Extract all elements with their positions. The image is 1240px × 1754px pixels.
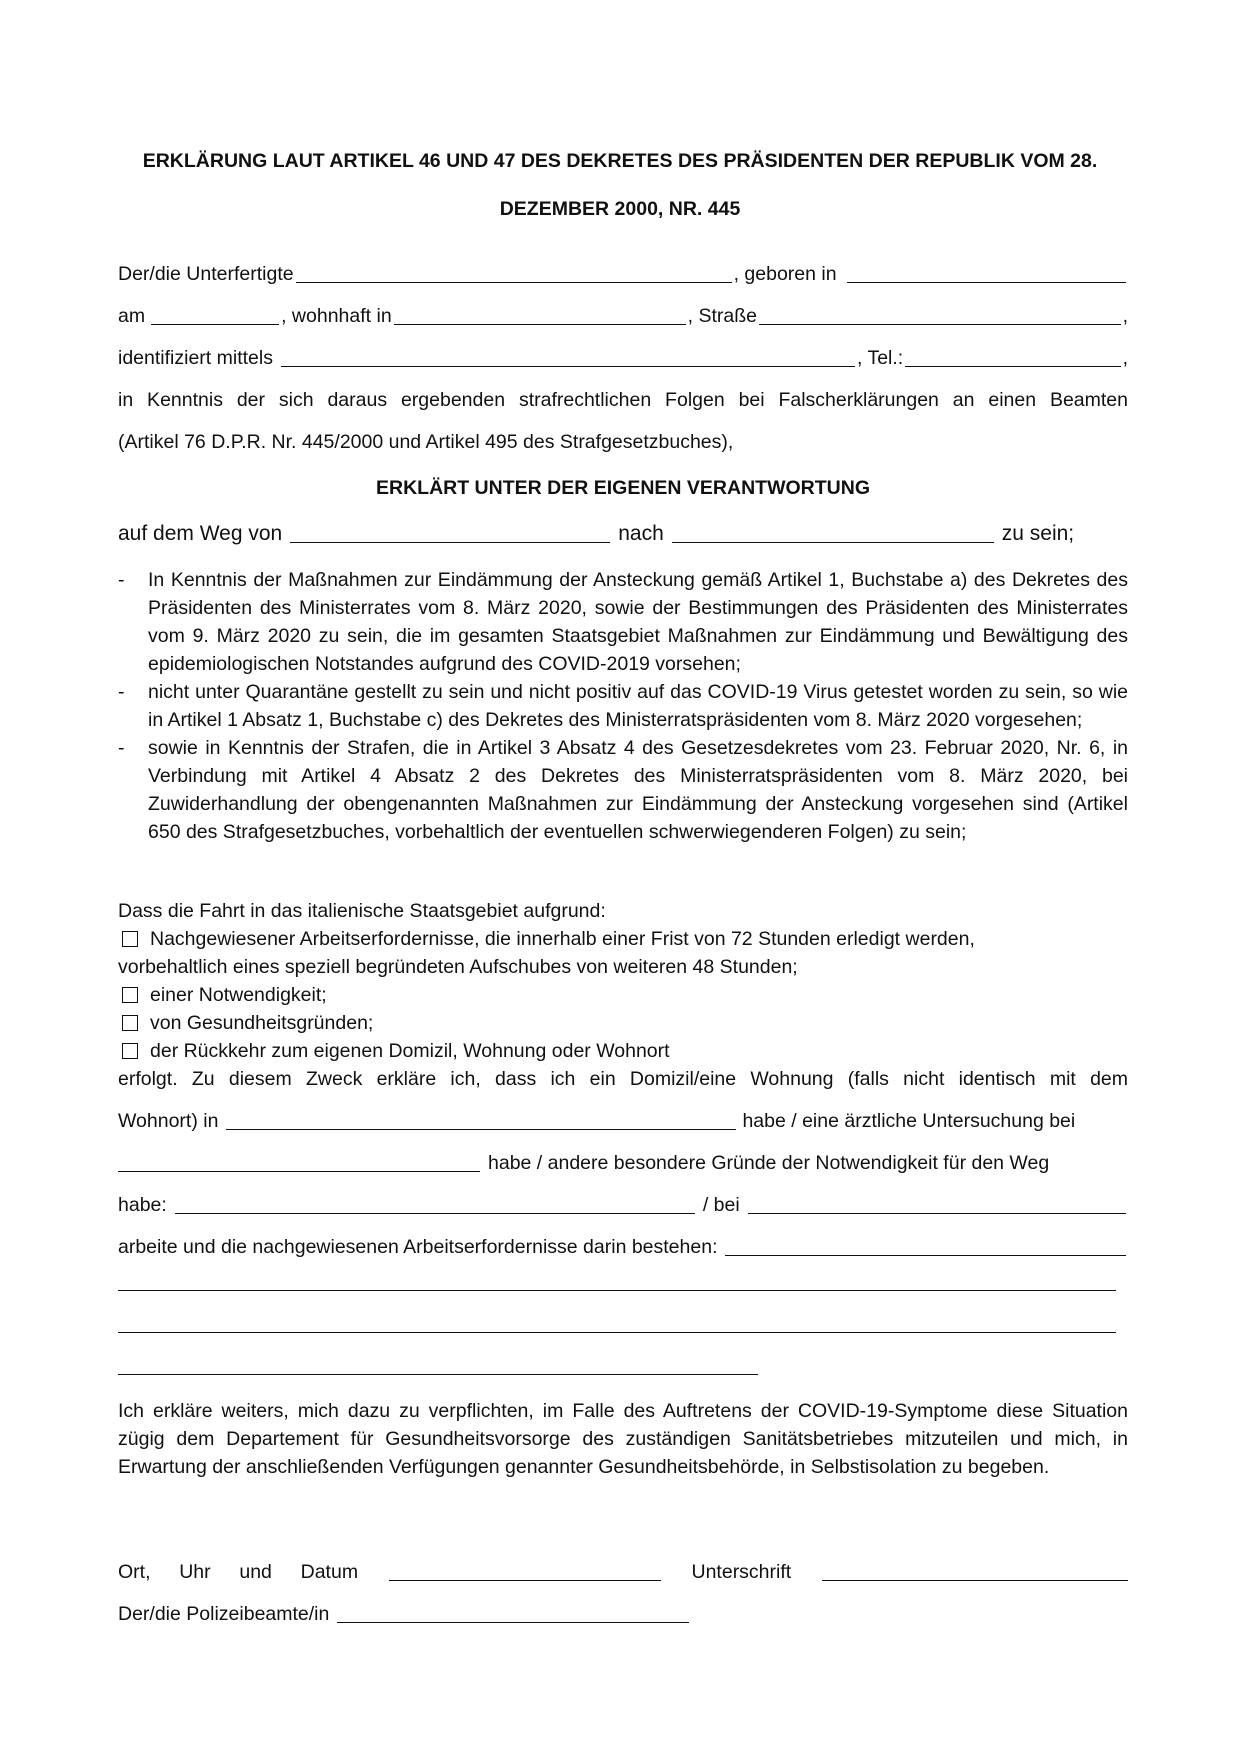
label-route-from: auf dem Weg von <box>118 522 283 545</box>
label-arbeite: arbeite und die nachgewiesenen Arbeitserfordernisse darin bestehen: <box>118 1236 718 1258</box>
option-health <box>118 1009 1128 1037</box>
label-am: am <box>118 305 146 327</box>
field-extra-line-3[interactable] <box>118 1374 758 1375</box>
label-route-suffix: zu sein; <box>1001 522 1075 545</box>
label-und: und <box>239 1561 272 1583</box>
row-wohnort <box>118 1103 1128 1133</box>
checkbox-health[interactable] <box>122 1015 138 1031</box>
field-name[interactable] <box>296 262 732 283</box>
field-extra-line-1[interactable] <box>118 1290 1116 1291</box>
option-health-label: von Gesundheitsgründen; <box>150 1012 374 1034</box>
checkbox-work[interactable] <box>122 931 138 947</box>
field-other-reasons[interactable] <box>175 1193 695 1214</box>
label-bei: / bei <box>702 1194 740 1216</box>
row-police-officer <box>118 1596 1128 1626</box>
reason-intro: Dass die Fahrt in das italienische Staatsgebiet aufgrund: <box>118 900 606 922</box>
row-erfolgt <box>118 1061 1128 1091</box>
label-tel: , Tel.: <box>856 347 904 369</box>
row-habe-bei <box>118 1187 1128 1217</box>
field-street[interactable] <box>759 304 1121 325</box>
checkbox-return[interactable] <box>122 1043 138 1059</box>
label-habe-gruende: habe / andere besondere Gründe der Notwendigkeit für den Weg <box>488 1152 1050 1174</box>
reason-section <box>118 897 1128 1065</box>
option-necessity-label: einer Notwendigkeit; <box>150 984 327 1006</box>
field-place-time-date[interactable] <box>389 1560 661 1581</box>
label-polizeibeamte: Der/die Polizeibeamte/in <box>118 1603 330 1625</box>
intro-line-1 <box>118 382 1128 412</box>
label-identifiziert: identifiziert mittels <box>118 347 273 369</box>
field-route-to[interactable] <box>672 522 994 543</box>
field-doctor[interactable] <box>118 1151 480 1172</box>
field-route-from[interactable] <box>290 522 610 543</box>
list-item: - nicht unter Quarantäne gestellt zu sein und nicht positiv auf das COVID-19 Virus getestet worden zu sein, so wie in Artikel 1 Absatz 1, Buchstabe c) des Dekretes des Ministerratspräsidenten vom 8. März 2020 vorgesehen; <box>118 678 1128 734</box>
row-route <box>118 516 1128 546</box>
field-birthplace[interactable] <box>847 262 1126 283</box>
field-police-officer[interactable] <box>337 1602 689 1623</box>
label-uhr: Uhr <box>179 1561 211 1583</box>
list-item: - sowie in Kenntnis der Strafen, die in Artikel 3 Absatz 4 des Gesetzesdekretes vom 23. Februar 2020, Nr. 6, in Verbindung mit Artikel 4 Absatz 2 des Dekretes des Ministerratspräsidenten vom 8. März 2020, bei Zuwiderhandlung der obengenannten Maßnahmen zur Eindämmung der Ansteckung vorgesehen sind (Artikel 650 des Strafgesetzbuches, vorbehaltlich der eventuellen schwerwiegenderen Folgen) zu sein; <box>118 734 1128 846</box>
option-work-label: Nachgewiesener Arbeitserfordernisse, die innerhalb einer Frist von 72 Stunden erledigt werden, <box>150 928 975 950</box>
document-title-line-1: ERKLÄRUNG LAUT ARTIKEL 46 UND 47 DES DEKRETES DES PRÄSIDENTEN DER REPUBLIK VOM 28. <box>142 150 1098 172</box>
list-item: - In Kenntnis der Maßnahmen zur Eindämmung der Ansteckung gemäß Artikel 1, Buchstabe a) des Dekretes des Präsidenten des Ministerrates vom 8. März 2020, sowie der Bestimmungen des Präsidenten des Ministerrates vom 9. März 2020 zu sein, die im gesamten Staatsgebiet Maßnahmen zur Eindämmung und Bewältigung des epidemiologischen Notstandes aufgrund des COVID-2019 vorsehen; <box>118 566 1128 678</box>
checkbox-necessity[interactable] <box>122 987 138 1003</box>
label-geboren: , geboren in <box>733 263 837 285</box>
field-birthdate[interactable] <box>151 304 279 325</box>
label-unterfertigte: Der/die Unterfertigte <box>118 263 294 285</box>
field-extra-line-2[interactable] <box>118 1332 1116 1333</box>
bullet-list <box>118 566 1128 846</box>
comma: , <box>1122 305 1128 327</box>
label-strasse: , Straße <box>687 305 758 327</box>
field-domicile[interactable] <box>226 1109 736 1130</box>
declares-heading: ERKLÄRT UNTER DER EIGENEN VERANTWORTUNG <box>375 477 870 499</box>
field-signature[interactable] <box>822 1560 1128 1581</box>
row-place-time-date <box>118 1554 1128 1584</box>
option-work-continued: vorbehaltlich eines speziell begründeten Aufschubes von weiteren 48 Stunden; <box>118 956 798 978</box>
document-title-line-2: DEZEMBER 2000, NR. 445 <box>499 198 741 220</box>
field-work-requirements[interactable] <box>725 1235 1126 1256</box>
comma: , <box>1122 347 1128 369</box>
option-work <box>118 925 1128 953</box>
label-habe: habe: <box>118 1194 167 1216</box>
label-ort: Ort, <box>118 1561 151 1583</box>
field-employer[interactable] <box>748 1193 1126 1214</box>
row-arbeite <box>118 1229 1128 1259</box>
intro-text-1: in Kenntnis der sich daraus ergebenden strafrechtlichen Folgen bei Falscherklärungen an einen Beamten <box>118 389 1128 411</box>
option-return-label: der Rückkehr zum eigenen Domizil, Wohnung oder Wohnort <box>150 1040 670 1062</box>
row-date-residence-street <box>118 298 1128 328</box>
label-datum: Datum <box>300 1561 359 1583</box>
label-unterschrift: Unterschrift <box>691 1561 792 1583</box>
text-erfolgt: erfolgt. Zu diesem Zweck erkläre ich, dass ich ein Domizil/eine Wohnung (falls nicht identisch mit dem <box>118 1068 1128 1090</box>
intro-line-2 <box>118 424 1128 454</box>
label-habe-arzt: habe / eine ärztliche Untersuchung bei <box>742 1110 1076 1132</box>
label-route-to: nach <box>618 522 664 545</box>
row-habe-gruende <box>118 1145 1128 1175</box>
option-necessity <box>118 981 1128 1009</box>
row-id-phone <box>118 340 1128 370</box>
label-wohnhaft: , wohnhaft in <box>281 305 392 327</box>
intro-text-2: (Artikel 76 D.P.R. Nr. 445/2000 und Artikel 495 des Strafgesetzbuches), <box>118 431 734 453</box>
field-residence[interactable] <box>394 304 686 325</box>
field-phone[interactable] <box>905 346 1120 367</box>
row-name-birthplace <box>118 256 1128 286</box>
label-wohnort: Wohnort) in <box>118 1110 219 1132</box>
closing-paragraph: Ich erkläre weiters, mich dazu zu verpflichten, im Falle des Auftretens der COVID-19-Symptome diese Situation zügig dem Departement für Gesundheitsvorsorge des zuständigen Sanitätsbetriebes mitzuteilen und mich, in Erwartung der anschließenden Verfügungen genannter Gesundheitsbehörde, in Selbstisolation zu begeben. <box>118 1400 1128 1478</box>
field-id-document[interactable] <box>281 346 855 367</box>
